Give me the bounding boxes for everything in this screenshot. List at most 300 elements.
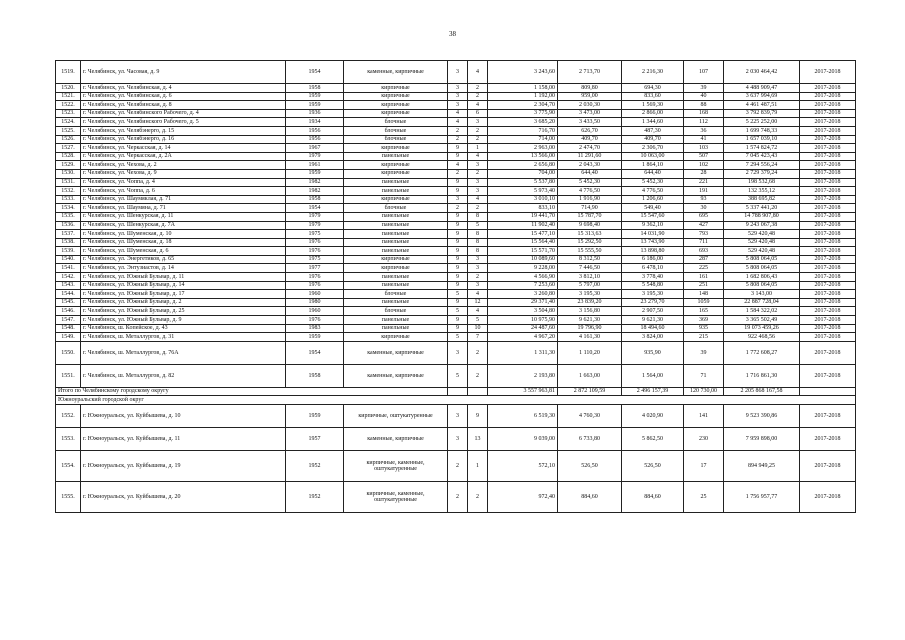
area-b-cell: 4 760,30 [558, 405, 622, 428]
area-b-cell: 15 555,50 [558, 247, 622, 256]
area-c-cell: 935,90 [622, 341, 684, 364]
floors-cell: 9 [448, 212, 468, 221]
floors-cell: 9 [448, 221, 468, 230]
cost-cell: 1 657 039,10 [724, 135, 800, 144]
entrances-cell: 8 [468, 230, 488, 239]
period-cell: 2017-2018 [800, 333, 856, 342]
total-area-cell: 833,10 [488, 204, 558, 213]
page-number: 38 [449, 30, 456, 38]
total-area-cell: 3 243,60 [488, 61, 558, 84]
address-cell: г. Южноуральск, ул. Куйбышева, д. 10 [81, 405, 286, 428]
address-cell: г. Челябинск, ул. Энтузиастов, д. 14 [81, 264, 286, 273]
row-number: 1523. [56, 109, 81, 118]
period-cell: 2017-2018 [800, 118, 856, 127]
period-cell: 2017-2018 [800, 152, 856, 161]
area-b-cell: 3 156,80 [558, 307, 622, 316]
totals-empty-period [800, 387, 856, 396]
year-cell: 1983 [286, 324, 344, 333]
wall-material-cell: панельные [344, 316, 448, 325]
area-b-cell: 2 713,70 [558, 61, 622, 84]
residents-cell: 103 [684, 144, 724, 153]
address-cell: г. Челябинск, ул. Челябинская, д. 4 [81, 84, 286, 93]
row-number: 1519. [56, 61, 81, 84]
period-cell: 2017-2018 [800, 264, 856, 273]
table-body-yuzhnouralsk [56, 405, 856, 513]
table-totals [56, 387, 856, 404]
address-cell: г. Челябинск, ш. Металлургов, д. 82 [81, 364, 286, 387]
row-number: 1543. [56, 281, 81, 290]
area-b-cell: 2 474,70 [558, 144, 622, 153]
entrances-cell: 4 [468, 290, 488, 299]
total-area-cell: 714,00 [488, 135, 558, 144]
table-row [56, 451, 856, 482]
floors-cell: 9 [448, 187, 468, 196]
address-cell: г. Челябинск, ш. Металлургов, д. 31 [81, 333, 286, 342]
floors-cell: 9 [448, 255, 468, 264]
wall-material-cell: блочные [344, 126, 448, 135]
total-area-cell: 1 158,00 [488, 84, 558, 93]
cost-cell: 1 716 861,30 [724, 364, 800, 387]
address-cell: г. Челябинск, ул. Челябинская, д. 6 [81, 92, 286, 101]
period-cell: 2017-2018 [800, 273, 856, 282]
period-cell: 2017-2018 [800, 230, 856, 239]
cost-cell: 5 808 064,05 [724, 264, 800, 273]
row-number: 1530. [56, 169, 81, 178]
residents-cell: 39 [684, 341, 724, 364]
floors-cell: 2 [448, 135, 468, 144]
address-cell: г. Южноуральск, ул. Куйбышева, д. 19 [81, 451, 286, 482]
wall-material-cell: кирпичные [344, 84, 448, 93]
entrances-cell: 7 [468, 333, 488, 342]
table-row [56, 187, 856, 196]
year-cell: 1976 [286, 238, 344, 247]
address-cell: г. Челябинск, ш. Металлургов, д. 76А [81, 341, 286, 364]
year-cell: 1934 [286, 118, 344, 127]
wall-material-cell: кирпичные [344, 101, 448, 110]
cost-cell: 2 030 464,42 [724, 61, 800, 84]
row-number: 1544. [56, 290, 81, 299]
address-cell: г. Челябинск, ул. Шаумяклая, д. 71 [81, 195, 286, 204]
address-cell: г. Челябинск, ул. Чоппа, д. 6 [81, 187, 286, 196]
address-cell: г. Челябинск, ул. Часовая, д. 9 [81, 61, 286, 84]
area-b-cell: 1 110,20 [558, 341, 622, 364]
row-number: 1537. [56, 230, 81, 239]
area-c-cell: 487,30 [622, 126, 684, 135]
total-area-cell: 3 260,80 [488, 290, 558, 299]
area-c-cell: 2 907,50 [622, 307, 684, 316]
residents-cell: 230 [684, 428, 724, 451]
residents-cell: 507 [684, 152, 724, 161]
entrances-cell: 3 [468, 255, 488, 264]
area-c-cell: 3 824,00 [622, 333, 684, 342]
year-cell: 1976 [286, 316, 344, 325]
year-cell: 1982 [286, 178, 344, 187]
year-cell: 1959 [286, 169, 344, 178]
wall-material-cell: панельные [344, 324, 448, 333]
cost-cell: 9 243 067,38 [724, 221, 800, 230]
table-row [56, 428, 856, 451]
table-row [56, 169, 856, 178]
total-area-cell: 3 504,80 [488, 307, 558, 316]
table-row [56, 247, 856, 256]
floors-cell: 3 [448, 428, 468, 451]
table-row [56, 195, 856, 204]
year-cell: 1960 [286, 307, 344, 316]
table-row [56, 316, 856, 325]
area-c-cell: 18 494,60 [622, 324, 684, 333]
address-cell: г. Челябинск, ул. Черкасская, д. 2А [81, 152, 286, 161]
total-area-cell: 9 228,00 [488, 264, 558, 273]
table-row [56, 126, 856, 135]
area-c-cell: 5 548,80 [622, 281, 684, 290]
residents-cell: 161 [684, 273, 724, 282]
total-area-cell: 572,10 [488, 451, 558, 482]
row-number: 1527. [56, 144, 81, 153]
area-c-cell: 14 031,90 [622, 230, 684, 239]
entrances-cell: 8 [468, 238, 488, 247]
entrances-cell: 8 [468, 212, 488, 221]
address-cell: г. Челябинск, ул. Шуменская, д. 10 [81, 230, 286, 239]
floors-cell: 4 [448, 161, 468, 170]
floors-cell: 9 [448, 273, 468, 282]
address-cell: г. Челябинск, ул. Челябэнерго, д. 15 [81, 126, 286, 135]
area-c-cell: 3 195,30 [622, 290, 684, 299]
area-c-cell: 5 452,30 [622, 178, 684, 187]
total-area-cell: 1 311,30 [488, 341, 558, 364]
residents-cell: 165 [684, 307, 724, 316]
cost-cell: 5 808 064,05 [724, 281, 800, 290]
table-row [56, 178, 856, 187]
cost-cell: 9 523 390,86 [724, 405, 800, 428]
area-b-cell: 15 787,70 [558, 212, 622, 221]
total-area-cell: 704,00 [488, 169, 558, 178]
table-row [56, 161, 856, 170]
area-c-cell: 644,40 [622, 169, 684, 178]
cost-cell: 7 959 898,00 [724, 428, 800, 451]
cost-cell: 22 887 728,04 [724, 298, 800, 307]
row-number: 1552. [56, 405, 81, 428]
residents-cell: 168 [684, 109, 724, 118]
total-area-cell: 11 902,40 [488, 221, 558, 230]
year-cell: 1959 [286, 92, 344, 101]
totals-residents: 120 730,00 [684, 387, 724, 396]
year-cell: 1980 [286, 298, 344, 307]
row-number: 1550. [56, 341, 81, 364]
entrances-cell: 9 [468, 405, 488, 428]
wall-material-cell: панельные [344, 230, 448, 239]
total-area-cell: 2 193,80 [488, 364, 558, 387]
cost-cell: 1 584 322,02 [724, 307, 800, 316]
area-c-cell: 2 216,30 [622, 61, 684, 84]
wall-material-cell: кирпичные [344, 264, 448, 273]
floors-cell: 9 [448, 178, 468, 187]
table-row [56, 92, 856, 101]
area-b-cell: 3 812,10 [558, 273, 622, 282]
area-b-cell: 19 796,90 [558, 324, 622, 333]
totals-empty-floors [448, 387, 468, 396]
residents-cell: 112 [684, 118, 724, 127]
area-c-cell: 1 569,30 [622, 101, 684, 110]
cost-cell: 529 420,48 [724, 238, 800, 247]
entrances-cell: 2 [468, 341, 488, 364]
entrances-cell: 3 [468, 187, 488, 196]
year-cell: 1959 [286, 333, 344, 342]
period-cell: 2017-2018 [800, 212, 856, 221]
area-c-cell: 10 063,00 [622, 152, 684, 161]
year-cell: 1956 [286, 126, 344, 135]
area-c-cell: 1 344,60 [622, 118, 684, 127]
row-number: 1522. [56, 101, 81, 110]
cost-cell: 388 695,82 [724, 195, 800, 204]
section-title: Южноуральский городской округ [56, 396, 856, 405]
area-c-cell: 884,60 [622, 482, 684, 513]
wall-material-cell: кирпичные [344, 333, 448, 342]
total-area-cell: 15 477,10 [488, 230, 558, 239]
cost-cell: 894 949,25 [724, 451, 800, 482]
floors-cell: 9 [448, 298, 468, 307]
cost-cell: 3 365 502,49 [724, 316, 800, 325]
residents-cell: 40 [684, 92, 724, 101]
floors-cell: 9 [448, 238, 468, 247]
period-cell: 2017-2018 [800, 84, 856, 93]
wall-material-cell: панельные [344, 221, 448, 230]
cost-cell: 132 355,12 [724, 187, 800, 196]
housing-registry-table [55, 60, 856, 513]
cost-cell: 529 420,48 [724, 247, 800, 256]
entrances-cell: 4 [468, 101, 488, 110]
total-area-cell: 3 775,90 [488, 109, 558, 118]
address-cell: г. Челябинск, ул. Южный Бульвар, д. 9 [81, 316, 286, 325]
table-row [56, 324, 856, 333]
total-area-cell: 3 685,20 [488, 118, 558, 127]
entrances-cell: 13 [468, 428, 488, 451]
area-c-cell: 694,30 [622, 84, 684, 93]
wall-material-cell: каменные, кирпичные [344, 341, 448, 364]
wall-material-cell: кирпичные [344, 144, 448, 153]
floors-cell: 3 [448, 92, 468, 101]
area-b-cell: 4 776,50 [558, 187, 622, 196]
area-b-cell: 959,00 [558, 92, 622, 101]
address-cell: г. Челябинск, ул. Чехова, д. 9 [81, 169, 286, 178]
wall-material-cell: панельные [344, 212, 448, 221]
address-cell: г. Челябинск, ул. Чоппа, д. 4 [81, 178, 286, 187]
cost-cell: 198 532,68 [724, 178, 800, 187]
row-number: 1539. [56, 247, 81, 256]
area-c-cell: 1 564,00 [622, 364, 684, 387]
address-cell: г. Челябинск, ул. Шенкурская, д. 7А [81, 221, 286, 230]
area-b-cell: 3 195,30 [558, 290, 622, 299]
area-b-cell: 3 433,50 [558, 118, 622, 127]
area-c-cell: 4 776,50 [622, 187, 684, 196]
wall-material-cell: каменные, кирпичные [344, 364, 448, 387]
floors-cell: 5 [448, 333, 468, 342]
total-area-cell: 5 537,80 [488, 178, 558, 187]
period-cell: 2017-2018 [800, 101, 856, 110]
area-b-cell: 9 698,40 [558, 221, 622, 230]
residents-cell: 30 [684, 204, 724, 213]
total-area-cell: 19 441,70 [488, 212, 558, 221]
row-number: 1528. [56, 152, 81, 161]
period-cell: 2017-2018 [800, 109, 856, 118]
total-area-cell: 24 487,60 [488, 324, 558, 333]
area-c-cell: 1 864,10 [622, 161, 684, 170]
year-cell: 1957 [286, 428, 344, 451]
wall-material-cell: панельные [344, 247, 448, 256]
wall-material-cell: кирпичные [344, 195, 448, 204]
year-cell: 1952 [286, 482, 344, 513]
year-cell: 1958 [286, 84, 344, 93]
row-number: 1554. [56, 451, 81, 482]
floors-cell: 2 [448, 204, 468, 213]
year-cell: 1977 [286, 264, 344, 273]
cost-cell: 19 073 459,26 [724, 324, 800, 333]
entrances-cell: 2 [468, 273, 488, 282]
total-area-cell: 1 192,00 [488, 92, 558, 101]
section-header-row [56, 396, 856, 405]
row-number: 1534. [56, 204, 81, 213]
floors-cell: 3 [448, 405, 468, 428]
total-area-cell: 6 519,30 [488, 405, 558, 428]
table-row [56, 482, 856, 513]
entrances-cell: 4 [468, 195, 488, 204]
area-b-cell: 8 312,50 [558, 255, 622, 264]
floors-cell: 4 [448, 118, 468, 127]
wall-material-cell: панельные [344, 238, 448, 247]
area-c-cell: 23 279,70 [622, 298, 684, 307]
entrances-cell: 2 [468, 84, 488, 93]
period-cell: 2017-2018 [800, 161, 856, 170]
total-area-cell: 10 975,90 [488, 316, 558, 325]
period-cell: 2017-2018 [800, 290, 856, 299]
address-cell: г. Челябинск, ул. Южный Бульвар, д. 11 [81, 273, 286, 282]
wall-material-cell: блочные [344, 135, 448, 144]
address-cell: г. Челябинск, ул. Чехова, д. 2 [81, 161, 286, 170]
period-cell: 2017-2018 [800, 324, 856, 333]
period-cell: 2017-2018 [800, 178, 856, 187]
table-row [56, 273, 856, 282]
period-cell: 2017-2018 [800, 238, 856, 247]
area-b-cell: 7 446,50 [558, 264, 622, 273]
row-number: 1531. [56, 178, 81, 187]
period-cell: 2017-2018 [800, 135, 856, 144]
area-c-cell: 409,70 [622, 135, 684, 144]
total-area-cell: 9 039,00 [488, 428, 558, 451]
residents-cell: 17 [684, 451, 724, 482]
cost-cell: 922 468,56 [724, 333, 800, 342]
table-row [56, 290, 856, 299]
area-c-cell: 13 898,80 [622, 247, 684, 256]
table-row [56, 333, 856, 342]
cost-cell: 5 225 252,00 [724, 118, 800, 127]
area-c-cell: 1 206,60 [622, 195, 684, 204]
entrances-cell: 2 [468, 92, 488, 101]
entrances-cell: 2 [468, 126, 488, 135]
table-row [56, 212, 856, 221]
area-c-cell: 5 862,50 [622, 428, 684, 451]
row-number: 1533. [56, 195, 81, 204]
address-cell: г. Челябинск, ул. Шуменская, д. 18 [81, 238, 286, 247]
area-b-cell: 526,50 [558, 451, 622, 482]
period-cell: 2017-2018 [800, 204, 856, 213]
wall-material-cell: кирпичные [344, 161, 448, 170]
residents-cell: 107 [684, 61, 724, 84]
residents-cell: 225 [684, 264, 724, 273]
residents-cell: 693 [684, 247, 724, 256]
table-row [56, 341, 856, 364]
area-b-cell: 2 043,30 [558, 161, 622, 170]
floors-cell: 4 [448, 109, 468, 118]
entrances-cell: 2 [468, 482, 488, 513]
floors-cell: 5 [448, 290, 468, 299]
floors-cell: 3 [448, 61, 468, 84]
table-row [56, 109, 856, 118]
wall-material-cell: кирпичные, каменные, оштукатуренные [344, 482, 448, 513]
floors-cell: 2 [448, 169, 468, 178]
row-number: 1549. [56, 333, 81, 342]
area-b-cell: 1 916,90 [558, 195, 622, 204]
cost-cell: 5 808 064,05 [724, 255, 800, 264]
year-cell: 1958 [286, 364, 344, 387]
entrances-cell: 1 [468, 144, 488, 153]
table-row [56, 61, 856, 84]
area-b-cell: 809,80 [558, 84, 622, 93]
period-cell: 2017-2018 [800, 195, 856, 204]
wall-material-cell: каменные, кирпичные [344, 61, 448, 84]
period-cell: 2017-2018 [800, 364, 856, 387]
address-cell: г. Челябинск, ул. Южный Бульвар, д. 25 [81, 307, 286, 316]
residents-cell: 148 [684, 290, 724, 299]
residents-cell: 793 [684, 230, 724, 239]
total-area-cell: 4 967,20 [488, 333, 558, 342]
wall-material-cell: блочные [344, 290, 448, 299]
row-number: 1525. [56, 126, 81, 135]
row-number: 1532. [56, 187, 81, 196]
table-row [56, 84, 856, 93]
total-area-cell: 2 963,00 [488, 144, 558, 153]
wall-material-cell: панельные [344, 187, 448, 196]
wall-material-cell: панельные [344, 152, 448, 161]
area-b-cell: 5 797,00 [558, 281, 622, 290]
row-number: 1541. [56, 264, 81, 273]
residents-cell: 191 [684, 187, 724, 196]
floors-cell: 5 [448, 364, 468, 387]
area-b-cell: 15 313,63 [558, 230, 622, 239]
wall-material-cell: кирпичные, каменные, оштукатуренные [344, 451, 448, 482]
period-cell: 2017-2018 [800, 307, 856, 316]
area-c-cell: 9 621,30 [622, 316, 684, 325]
table-row [56, 144, 856, 153]
wall-material-cell: панельные [344, 273, 448, 282]
area-c-cell: 6 186,00 [622, 255, 684, 264]
table-row [56, 101, 856, 110]
entrances-cell: 4 [468, 152, 488, 161]
year-cell: 1976 [286, 273, 344, 282]
entrances-cell: 10 [468, 324, 488, 333]
year-cell: 1982 [286, 187, 344, 196]
wall-material-cell: панельные [344, 178, 448, 187]
row-number: 1536. [56, 221, 81, 230]
floors-cell: 5 [448, 307, 468, 316]
area-b-cell: 11 291,60 [558, 152, 622, 161]
area-b-cell: 626,70 [558, 126, 622, 135]
area-c-cell: 549,40 [622, 204, 684, 213]
row-number: 1545. [56, 298, 81, 307]
address-cell: г. Челябинск, ул. Энергетиков, д. 65 [81, 255, 286, 264]
period-cell: 2017-2018 [800, 61, 856, 84]
total-area-cell: 5 973,40 [488, 187, 558, 196]
floors-cell: 3 [448, 341, 468, 364]
year-cell: 1952 [286, 451, 344, 482]
